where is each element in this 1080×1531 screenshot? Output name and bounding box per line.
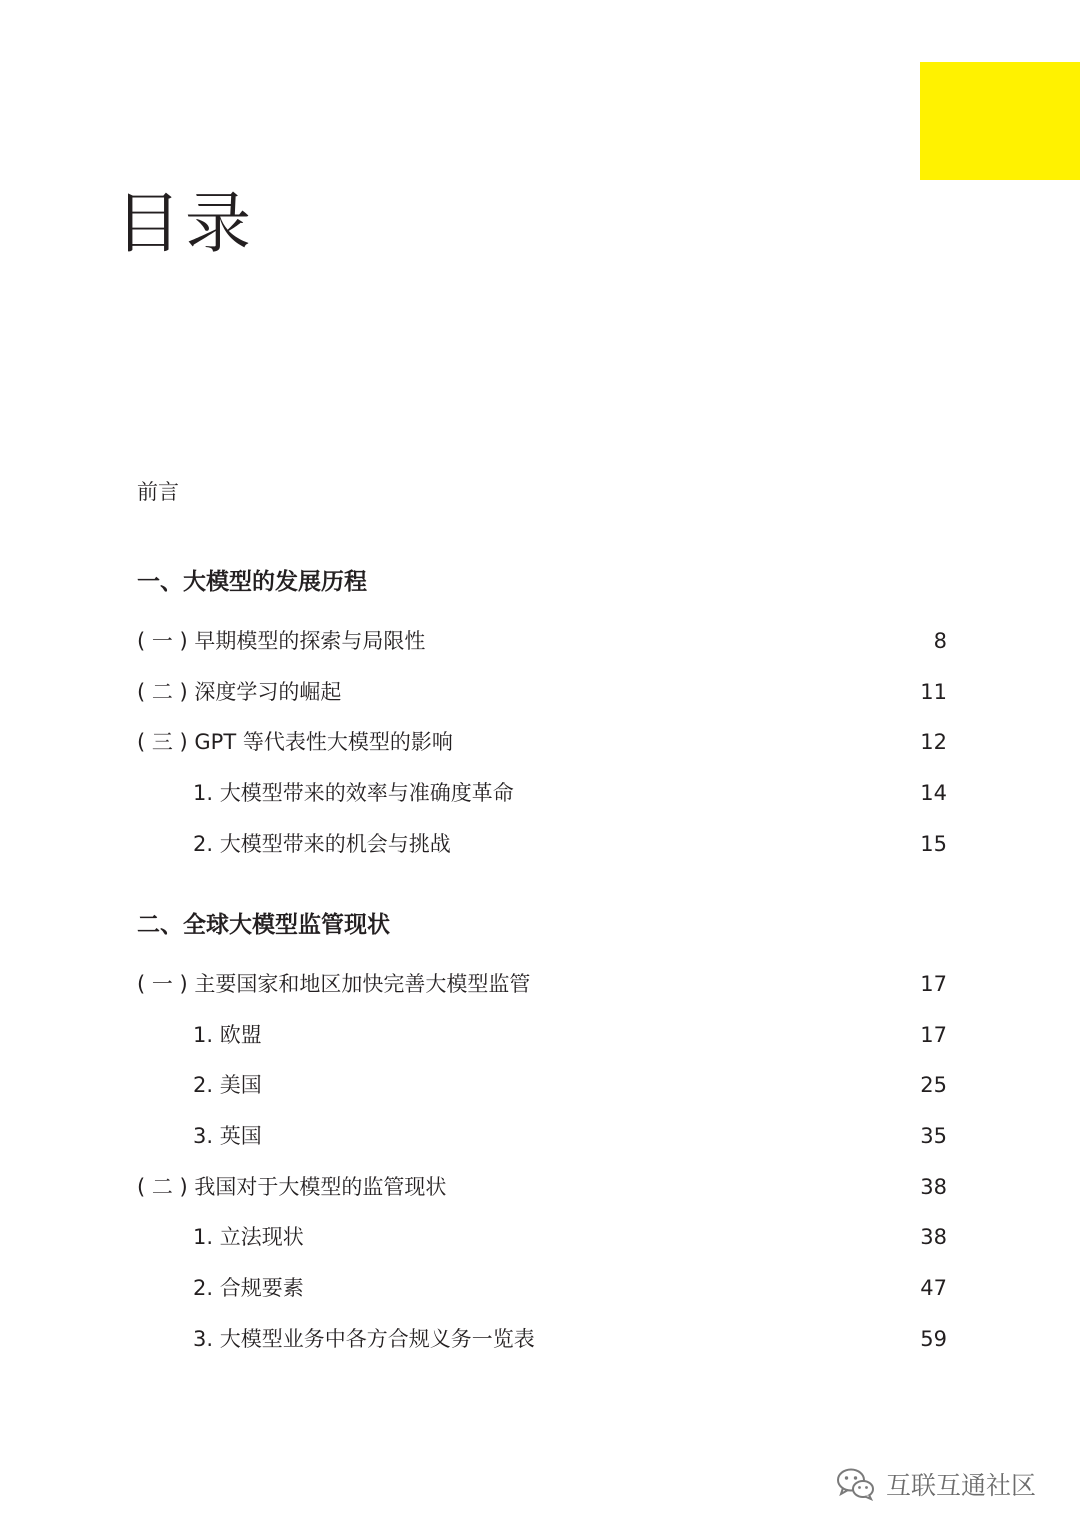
toc-entry-page-number: 17 bbox=[920, 972, 947, 996]
toc-entry-page-number: 15 bbox=[920, 832, 947, 856]
toc-entry-page-number: 47 bbox=[920, 1276, 947, 1300]
toc-entry[interactable] bbox=[137, 1065, 947, 1105]
toc-entry-page-number: 38 bbox=[920, 1175, 947, 1199]
toc-entry-label: 一、大模型的发展历程 bbox=[137, 569, 367, 595]
toc-entry[interactable] bbox=[137, 1268, 947, 1308]
toc-entry-label: ( 一 ) 早期模型的探索与局限性 bbox=[137, 629, 426, 653]
toc-entry[interactable] bbox=[137, 1217, 947, 1257]
toc-entry[interactable] bbox=[137, 672, 947, 712]
toc-entry-page-number: 25 bbox=[920, 1073, 947, 1097]
toc-entry[interactable] bbox=[137, 1015, 947, 1055]
toc-entry[interactable] bbox=[137, 621, 947, 661]
toc-entry-label: 1. 欧盟 bbox=[193, 1023, 262, 1047]
toc-entry-label: ( 二 ) 我国对于大模型的监管现状 bbox=[137, 1175, 447, 1199]
page-title: 目录 bbox=[115, 185, 255, 262]
toc-entry-label: 2. 大模型带来的机会与挑战 bbox=[193, 832, 451, 856]
toc-entry[interactable] bbox=[137, 1167, 947, 1207]
toc-entry[interactable] bbox=[137, 905, 947, 945]
toc-entry-label: 2. 合规要素 bbox=[193, 1276, 304, 1300]
toc-entry[interactable] bbox=[137, 824, 947, 864]
toc-entry-page-number: 11 bbox=[920, 680, 947, 704]
watermark-text: 互联互通社区 bbox=[886, 1471, 1037, 1500]
toc-entry-label: 3. 大模型业务中各方合规义务一览表 bbox=[193, 1327, 535, 1351]
toc-entry-label: ( 一 ) 主要国家和地区加快完善大模型监管 bbox=[137, 972, 531, 996]
toc-entry[interactable] bbox=[137, 472, 947, 512]
wechat-icon bbox=[836, 1467, 876, 1501]
toc-entry-label: 1. 立法现状 bbox=[193, 1225, 304, 1249]
yellow-accent-block bbox=[920, 62, 1080, 180]
toc-entry[interactable] bbox=[137, 1319, 947, 1359]
toc-entry-page-number: 59 bbox=[920, 1327, 947, 1351]
toc-entry-page-number: 17 bbox=[920, 1023, 947, 1047]
toc-entry-page-number: 35 bbox=[920, 1124, 947, 1148]
toc-entry-label: 1. 大模型带来的效率与准确度革命 bbox=[193, 781, 514, 805]
toc-entry-page-number: 38 bbox=[920, 1225, 947, 1249]
toc-entry[interactable] bbox=[137, 722, 947, 762]
toc-entry-label: 3. 英国 bbox=[193, 1124, 262, 1148]
toc-entry-page-number: 8 bbox=[933, 629, 947, 653]
toc-entry[interactable] bbox=[137, 1116, 947, 1156]
toc-entry-page-number: 12 bbox=[920, 730, 947, 754]
toc-entry-label: 二、全球大模型监管现状 bbox=[137, 912, 390, 938]
toc-entry-page-number: 14 bbox=[920, 781, 947, 805]
toc-entry[interactable] bbox=[137, 773, 947, 813]
toc-entry-label: 前言 bbox=[137, 480, 179, 504]
watermark bbox=[836, 1462, 1036, 1506]
toc-entry-label: ( 三 ) GPT 等代表性大模型的影响 bbox=[137, 730, 453, 754]
toc-entry[interactable] bbox=[137, 964, 947, 1004]
toc-entry-label: 2. 美国 bbox=[193, 1073, 262, 1097]
toc-entry-label: ( 二 ) 深度学习的崛起 bbox=[137, 680, 342, 704]
toc-entry[interactable] bbox=[137, 562, 947, 602]
